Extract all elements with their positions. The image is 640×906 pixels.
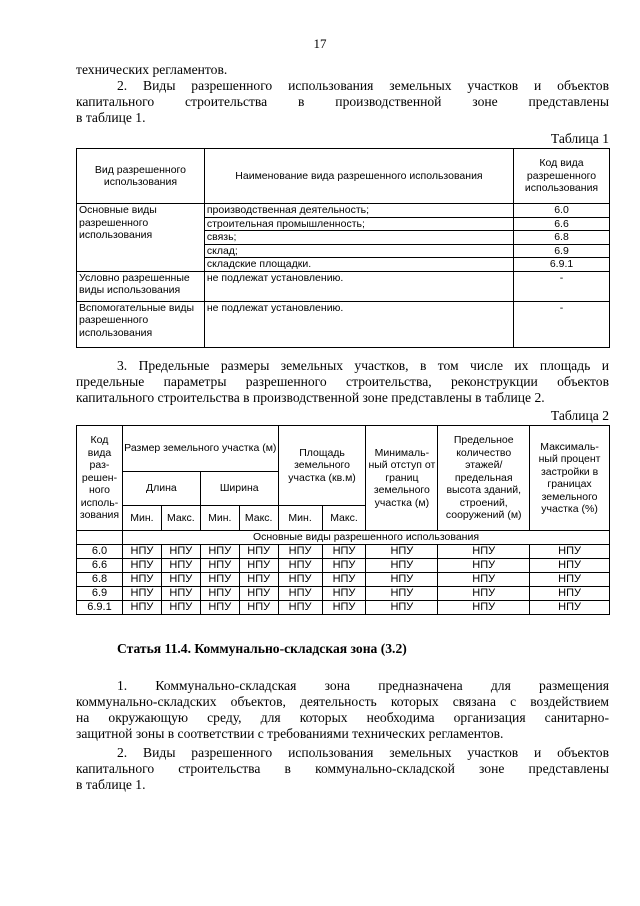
t2-header-size: Размер земельного участка (м)	[122, 426, 278, 472]
t2-cell: НПУ	[200, 572, 239, 586]
table-row	[77, 586, 610, 600]
t1-code: 6.6	[514, 217, 610, 231]
t2-cell: НПУ	[366, 586, 438, 600]
table-row	[77, 572, 610, 586]
t1-name: производственная деятельность;	[204, 204, 513, 218]
p2-line-2: капитального строительства в производственной зоне представлены	[76, 94, 609, 109]
t2-header-width-max: Макс.	[239, 506, 278, 531]
t1-name: складские площадки.	[204, 258, 513, 272]
t2-cell: НПУ	[438, 586, 530, 600]
table-row	[77, 558, 610, 572]
t2-header-length-max: Макс.	[161, 506, 200, 531]
t1-kind-auxiliary: Вспомогательные виды разрешенного использования	[77, 301, 205, 347]
t2-cell: НПУ	[322, 544, 366, 558]
t2-cell: НПУ	[161, 558, 200, 572]
table-1	[76, 148, 610, 348]
t1-code: 6.9	[514, 244, 610, 258]
article-heading: Статья 11.4. Коммунально-складская зона (3.2)	[117, 641, 407, 656]
t1-kind-conditional: Условно разрешенные виды использования	[77, 271, 205, 301]
t2-cell: НПУ	[122, 558, 161, 572]
t2-cell: НПУ	[530, 600, 610, 614]
t1-header-code: Код вида разрешенного использования	[514, 149, 610, 204]
t1-code: 6.9.1	[514, 258, 610, 272]
t2-header-length-min: Мин.	[122, 506, 161, 531]
t2-cell: НПУ	[122, 600, 161, 614]
intro-tail: технических регламентов.	[76, 62, 228, 77]
paragraph-2	[76, 78, 609, 126]
t2-cell: НПУ	[366, 558, 438, 572]
paragraph-5	[76, 745, 609, 793]
t2-cell: НПУ	[161, 586, 200, 600]
t2-header-offset: Минималь-ный отступ от границ земельного участка (м)	[366, 426, 438, 531]
table-row	[77, 544, 610, 558]
t1-name: не подлежат установлению.	[204, 301, 513, 347]
t2-cell: НПУ	[239, 558, 278, 572]
table-2	[76, 425, 610, 615]
t2-cell: НПУ	[438, 544, 530, 558]
t2-code: 6.6	[77, 558, 123, 572]
t2-cell: НПУ	[278, 600, 322, 614]
t2-cell: НПУ	[278, 544, 322, 558]
paragraph-3	[76, 358, 609, 406]
t2-header-width: Ширина	[200, 472, 278, 506]
t2-header-area: Площадь земельного участка (кв.м)	[278, 426, 366, 506]
t2-cell: НПУ	[530, 544, 610, 558]
t1-name: склад;	[204, 244, 513, 258]
p4-line-2: коммунально-складских объектов, деятельность которых связана с воздействием	[76, 694, 609, 709]
t2-cell: НПУ	[239, 586, 278, 600]
t2-cell: НПУ	[438, 572, 530, 586]
t2-section-label: Основные виды разрешенного использования	[122, 531, 609, 545]
t2-header-area-min: Мин.	[278, 506, 322, 531]
t2-header-length: Длина	[122, 472, 200, 506]
p4-line-4: защитной зоны в соответствии с требованиями технических регламентов.	[76, 726, 504, 741]
t2-header-width-min: Мин.	[200, 506, 239, 531]
p5-line-2: капитального строительства в коммунально-складской зоне представлены	[76, 761, 609, 776]
t2-cell: НПУ	[278, 558, 322, 572]
table-row	[77, 600, 610, 614]
p4-line-1: 1. Коммунально-складская зона предназначена для размещения	[117, 678, 609, 693]
t2-cell: НПУ	[322, 558, 366, 572]
t2-code: 6.8	[77, 572, 123, 586]
p3-line-1: 3. Предельные размеры земельных участков, в том числе их площадь и	[117, 358, 609, 373]
t1-header-name: Наименование вида разрешенного использования	[204, 149, 513, 204]
t2-cell: НПУ	[200, 544, 239, 558]
t2-cell: НПУ	[438, 558, 530, 572]
t2-cell: НПУ	[239, 572, 278, 586]
t1-name: не подлежат установлению.	[204, 271, 513, 301]
t2-cell: НПУ	[122, 544, 161, 558]
t2-cell: НПУ	[530, 572, 610, 586]
t2-cell: НПУ	[161, 544, 200, 558]
t2-cell: НПУ	[322, 572, 366, 586]
t2-cell: НПУ	[239, 544, 278, 558]
t2-cell: НПУ	[530, 558, 610, 572]
t2-cell: НПУ	[366, 572, 438, 586]
t2-cell: НПУ	[322, 600, 366, 614]
table-row	[77, 271, 610, 301]
t2-header-floors: Предельное количество этажей/ предельная высота зданий, строений, сооружений (м)	[438, 426, 530, 531]
t2-cell: НПУ	[161, 600, 200, 614]
p3-line-2: предельные параметры разрешенного строительства, реконструкции объектов	[76, 374, 609, 389]
t1-name: связь;	[204, 231, 513, 245]
t1-code: 6.8	[514, 231, 610, 245]
paragraph-4	[76, 678, 609, 742]
t2-code: 6.0	[77, 544, 123, 558]
table2-caption: Таблица 2	[550, 408, 609, 423]
t1-code: -	[514, 301, 610, 347]
page-number: 17	[313, 36, 327, 51]
p4-line-3: на окружающую среду, для которых необходима организация санитарно-	[76, 710, 609, 725]
t2-cell: НПУ	[530, 586, 610, 600]
t2-header-percent: Максималь-ный процент застройки в границах земельного участка (%)	[530, 426, 610, 531]
t2-code: 6.9	[77, 586, 123, 600]
t2-header-area-max: Макс.	[322, 506, 366, 531]
t2-cell: НПУ	[200, 600, 239, 614]
t2-cell: НПУ	[161, 572, 200, 586]
p2-line-3: в таблице 1.	[76, 110, 146, 125]
t2-cell: НПУ	[366, 600, 438, 614]
p5-line-3: в таблице 1.	[76, 777, 146, 792]
p2-line-1: 2. Виды разрешенного использования земельных участков и объектов	[117, 78, 609, 93]
t2-cell: НПУ	[122, 586, 161, 600]
t2-cell: НПУ	[278, 572, 322, 586]
t2-cell: НПУ	[200, 586, 239, 600]
t2-code: 6.9.1	[77, 600, 123, 614]
t1-code: -	[514, 271, 610, 301]
p5-line-1: 2. Виды разрешенного использования земельных участков и объектов	[117, 745, 609, 760]
t2-header-code: Код вида раз-решен-ного исполь-зования	[77, 426, 123, 531]
t2-cell: НПУ	[366, 544, 438, 558]
t2-cell: НПУ	[122, 572, 161, 586]
t1-header-kind: Вид разрешенного использования	[77, 149, 205, 204]
table-row	[77, 204, 610, 218]
table1-caption: Таблица 1	[550, 131, 609, 146]
t2-cell: НПУ	[200, 558, 239, 572]
t1-code: 6.0	[514, 204, 610, 218]
t2-cell: НПУ	[438, 600, 530, 614]
t1-name: строительная промышленность;	[204, 217, 513, 231]
t2-cell: НПУ	[322, 586, 366, 600]
table-row	[77, 301, 610, 347]
t2-cell: НПУ	[278, 586, 322, 600]
t2-cell: НПУ	[239, 600, 278, 614]
p3-line-3: капитального строительства в производственной зоне представлены в таблице 2.	[76, 390, 545, 405]
t1-kind-main: Основные виды разрешенного использования	[77, 204, 205, 272]
